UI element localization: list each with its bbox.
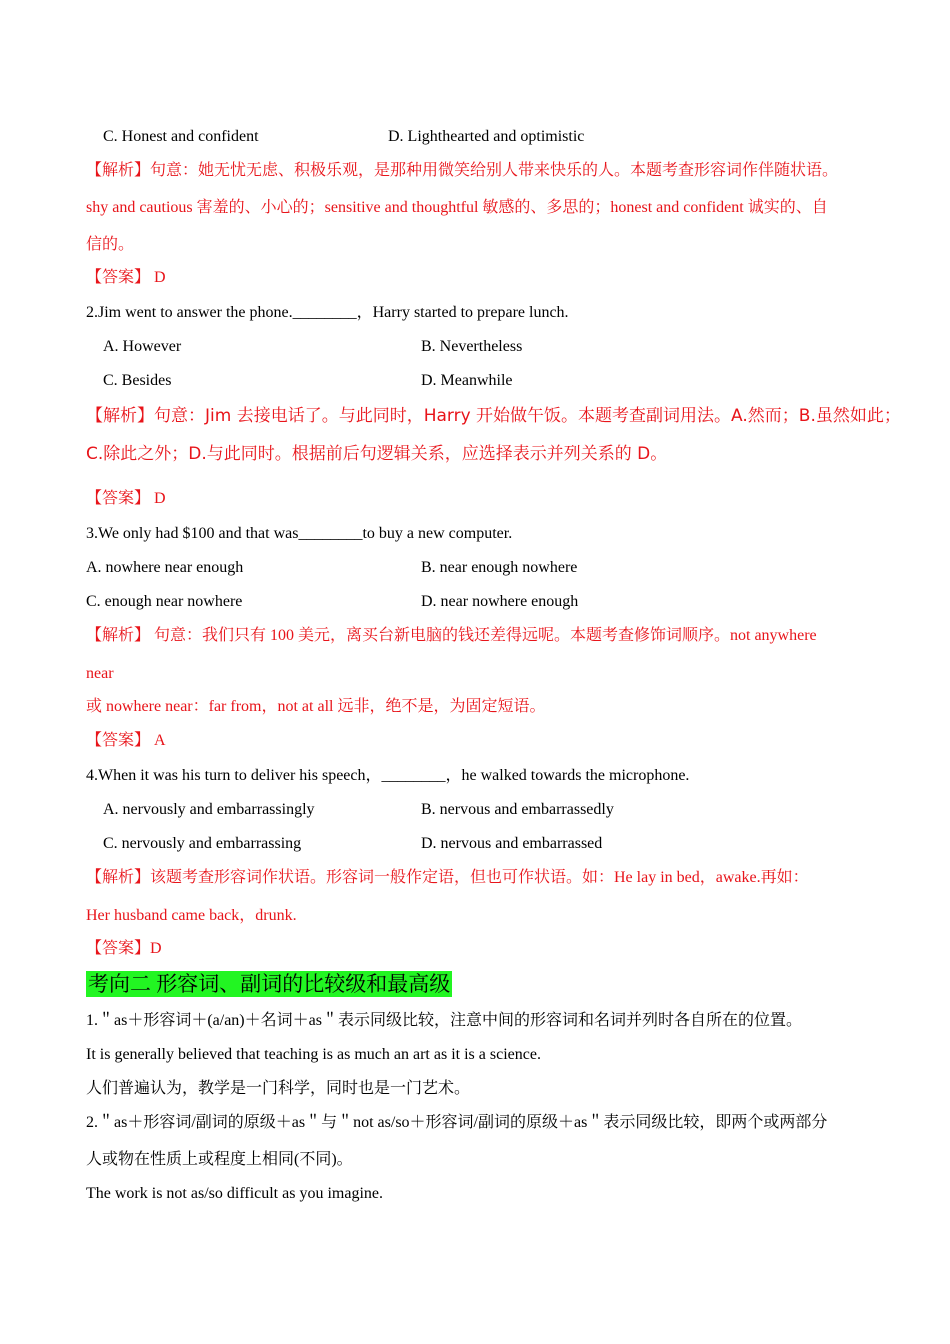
q3-option-b: B. near enough nowhere [421,559,578,576]
q4-analysis-line1: 【解析】该题考查形容词作状语。形容词一般作定语，但也可作状语。如：He lay in bed，awake.再如： [86,869,809,886]
q4-option-a: A. nervously and embarrassingly [103,801,315,818]
section-paragraph-2-line2: 人或物在性质上或程度上相同(不同)。 [86,1151,353,1168]
section-heading: 考向二 形容词、副词的比较级和最高级 [88,972,451,996]
q4-analysis-line2: Her husband came back，drunk. [86,907,297,924]
q3-option-c: C. enough near nowhere [86,593,243,610]
q1-answer: 【答案】 D [86,269,166,286]
q3-option-a: A. nowhere near enough [86,559,244,576]
q3-analysis-line1: 【解析】 句意：我们只有 100 美元，离买台新电脑的钱还差得远呢。本题考查修饰词顺序。not anywhere [86,627,817,644]
q3-stem: 3.We only had $100 and that was________to buy a new computer. [86,525,513,542]
q4-option-d: D. nervous and embarrassed [421,835,603,852]
section-paragraph-2-line1: 2.＂as＋形容词/副词的原级＋as＂与＂not as/so＋形容词/副词的原级＋as＂表示同级比较，即两个或两部分 [86,1114,828,1131]
q1-option-c: C. Honest and confident [103,128,259,145]
q2-stem: 2.Jim went to answer the phone.________，Harry started to prepare lunch. [86,304,569,321]
q1-analysis-line1: 【解析】句意：她无忧无虑、积极乐观，是那种用微笑给别人带来快乐的人。本题考查形容词作伴随状语。 [86,162,839,179]
q2-option-b: B. Nevertheless [421,338,523,355]
section-paragraph-1: 1.＂as＋形容词＋(a/an)＋名词＋as＂表示同级比较，注意中间的形容词和名词并列时各自所在的位置。 [86,1012,802,1029]
q4-stem: 4.When it was his turn to deliver his speech，________，he walked towards the microphone. [86,767,690,784]
q4-answer: 【答案】D [86,940,162,957]
section-example-en-2: The work is not as/so difficult as you imagine. [86,1185,383,1202]
q4-option-c: C. nervously and embarrassing [103,835,302,852]
q3-answer: 【答案】 A [86,732,166,749]
q2-answer: 【答案】 D [86,490,166,507]
q2-option-c: C. Besides [103,372,172,389]
q2-analysis-line1: 【解析】句意：Jim 去接电话了。与此同时，Harry 开始做午饭。本题考查副词用法。A.然而；B.虽然如此； [86,406,901,426]
q4-option-b: B. nervous and embarrassedly [421,801,614,818]
q2-analysis-line2: C.除此之外；D.与此同时。根据前后句逻辑关系，应选择表示并列关系的 D。 [86,444,668,464]
q1-analysis-line3: 信的。 [86,236,135,253]
q1-option-d: D. Lighthearted and optimistic [388,128,585,145]
section-example-en-1: It is generally believed that teaching is as much an art as it is a science. [86,1046,541,1063]
q3-option-d: D. near nowhere enough [421,593,579,610]
q1-analysis-line2: shy and cautious 害羞的、小心的；sensitive and thoughtful 敏感的、多思的；honest and confident 诚实的、自 [86,199,828,216]
q3-analysis-line3: 或 nowhere near：far from，not at all 远非，绝不是，为固定短语。 [86,698,546,715]
q3-analysis-line2: near [86,665,114,682]
section-example-zh-1: 人们普遍认为，教学是一门科学，同时也是一门艺术。 [86,1080,471,1097]
q2-option-d: D. Meanwhile [421,372,513,389]
q2-option-a: A. However [103,338,182,355]
